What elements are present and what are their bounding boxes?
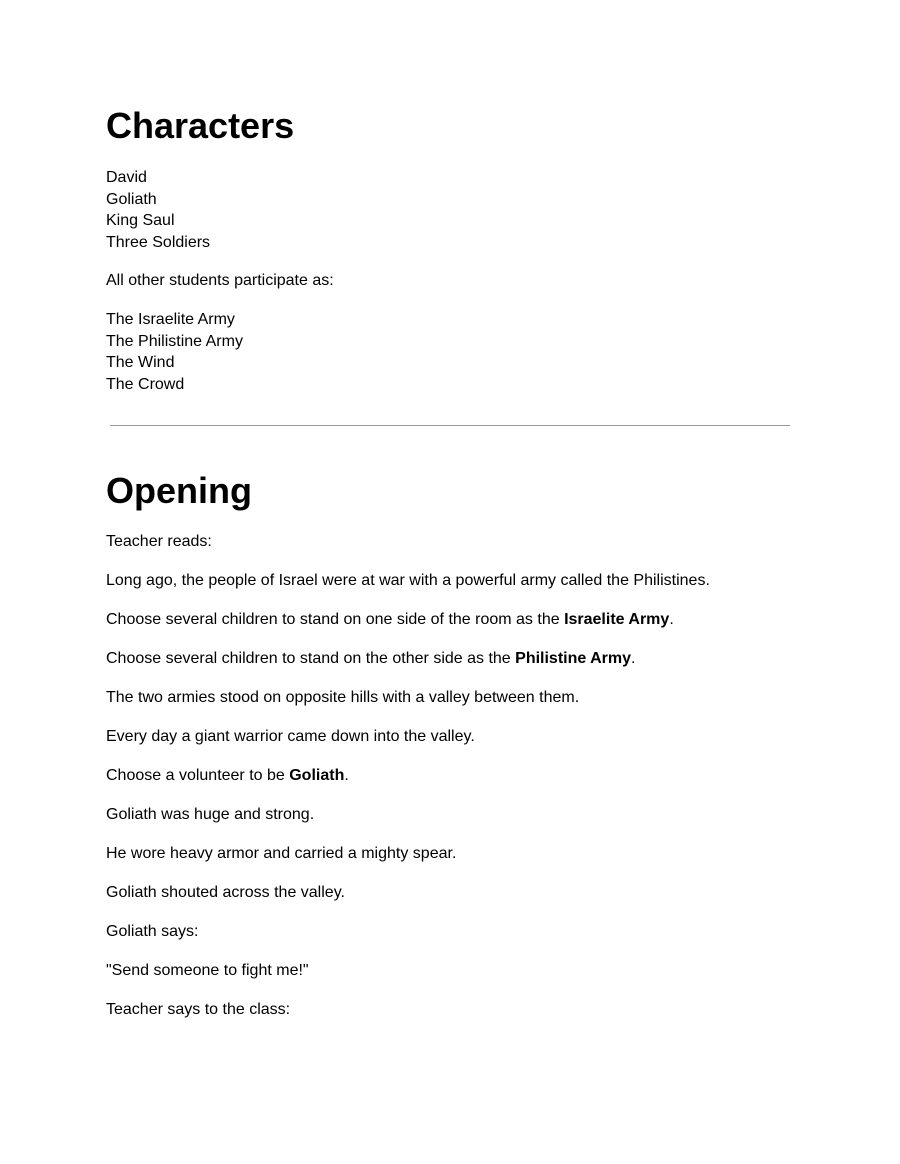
opening-paragraph-3	[106, 649, 635, 669]
emphasis-philistine-army: Philistine Army	[515, 650, 632, 667]
opening-paragraph-2	[106, 610, 674, 630]
text-span: Choose several children to stand on one side of the room as the	[106, 611, 565, 628]
opening-paragraph-7: Goliath was huge and strong.	[106, 806, 315, 823]
opening-paragraph-6	[106, 766, 349, 786]
text-span: .	[344, 767, 349, 784]
characters-heading: Characters	[106, 105, 295, 146]
cast-item-king-saul: King Saul	[106, 212, 175, 229]
opening-paragraph-12: Teacher says to the class:	[106, 1001, 291, 1018]
text-span: .	[631, 650, 636, 667]
opening-paragraph-4: The two armies stood on opposite hills with a valley between them.	[106, 689, 580, 706]
cast-item-goliath: Goliath	[106, 190, 157, 208]
emphasis-israelite-army: Israelite Army	[564, 611, 670, 628]
text-span: Choose several children to stand on the other side as the	[106, 650, 516, 667]
emphasis-goliath: Goliath	[289, 767, 345, 784]
opening-paragraph-10: Goliath says:	[106, 923, 199, 940]
opening-paragraph-8: He wore heavy armor and carried a mighty spear.	[106, 845, 457, 862]
opening-heading: Opening	[106, 470, 252, 511]
opening-paragraph-9: Goliath shouted across the valley.	[106, 884, 345, 901]
text-span: .	[669, 611, 674, 628]
opening-paragraph-5: Every day a giant warrior came down into the valley.	[106, 728, 475, 745]
cast-item-three-soldiers: Three Soldiers	[106, 233, 211, 251]
horizontal-divider	[110, 425, 790, 426]
group-item-philistine-army: The Philistine Army	[106, 332, 243, 350]
opening-paragraph-1: Long ago, the people of Israel were at war with a powerful army called the Philistines.	[106, 572, 710, 589]
cast-item-david: David	[106, 169, 147, 186]
cast-list	[106, 167, 210, 253]
group-item-israelite-army: The Israelite Army	[106, 311, 235, 328]
teacher-reads: Teacher reads:	[106, 533, 212, 550]
group-list	[106, 309, 243, 395]
opening-paragraph-11: "Send someone to fight me!"	[106, 962, 309, 979]
others-intro: All other students participate as:	[106, 272, 334, 289]
group-item-crowd: The Crowd	[106, 375, 185, 393]
group-item-wind: The Wind	[106, 354, 175, 371]
text-span: Choose a volunteer to be	[106, 767, 290, 784]
